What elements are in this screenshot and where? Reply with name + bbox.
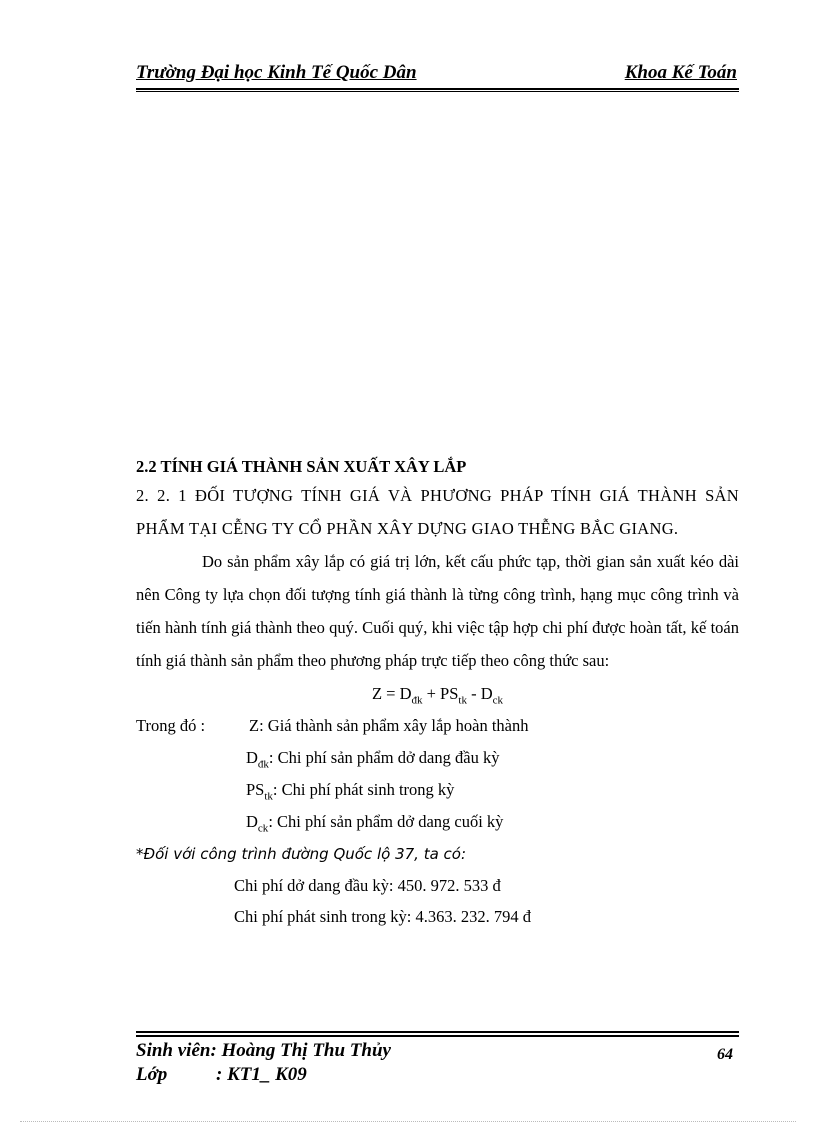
- page-number: 64: [717, 1046, 733, 1063]
- body-paragraph: Do sản phẩm xây lắp có giá trị lớn, kết cấu phức tạp, thời gian sản xuất kéo dài nên Công ty lựa chọn đối tượng tính giá thành là từng công trình, hạng mục công trình và tiến hành tính giá thành theo quý. Cuối quý, khi việc tập hợp chi phí được hoàn tất, kế toán tính giá thành sản phẩm theo phương pháp trực tiếp theo công thức sau:: [136, 552, 739, 670]
- section-title: 2.2 TÍNH GIÁ THÀNH SẢN XUẤT XÂY LẮP: [136, 457, 467, 476]
- footer-rule: [136, 1031, 739, 1037]
- footer-class-value: : KT1_ K09: [216, 1064, 307, 1085]
- example-period-cost: Chi phí phát sinh trong kỳ: 4.363. 232. 794 đ: [234, 907, 531, 926]
- page-body: [136, 453, 739, 932]
- formula: $Z = D_{đk} + PS_{tk} - D_{ck}$: [371, 684, 504, 707]
- footer-class: [136, 1064, 307, 1086]
- example-opening-wip: Chi phí dở dang đầu kỳ: 450. 972. 533 đ: [234, 876, 501, 895]
- example-intro: *Đối với công trình đường Quốc lộ 37, ta có:: [136, 845, 467, 863]
- definition-z: Trong đó : Z: Giá thành sản phẩm xây lắp hoàn thành: [136, 710, 739, 742]
- header-school: Trường Đại học Kinh Tế Quốc Dân: [136, 62, 417, 83]
- definition-d-ck: $D_{ck}$: Chi phí sản phẩm dở dang cuối kỳ: [246, 812, 504, 835]
- header-rule: [136, 88, 739, 92]
- header-faculty: Khoa Kế Toán: [624, 62, 737, 83]
- page-edge: [20, 1121, 796, 1122]
- definition-label: Trong đó :: [136, 716, 206, 735]
- definition-ps-tk: $PS_{tk}$: Chi phí phát sinh trong kỳ: [246, 780, 455, 803]
- subsection-title: 2. 2. 1 ĐỐI TƯỢNG TÍNH GIÁ VÀ PHƯƠNG PHÁP TÍNH GIÁ THÀNH SẢN PHẨM TẠI CỄNG TY CỔ PHẦN XÂY DỰNG GIAO THỄNG BẮC GIANG.: [136, 486, 739, 538]
- definition-d-dk: $D_{đk}$: Chi phí sản phẩm dở dang đầu kỳ: [246, 748, 500, 771]
- page-header: [136, 62, 739, 88]
- footer-student: Sinh viên: Hoàng Thị Thu Thủy: [136, 1040, 391, 1061]
- footer-class-label: Lớp: [136, 1064, 168, 1085]
